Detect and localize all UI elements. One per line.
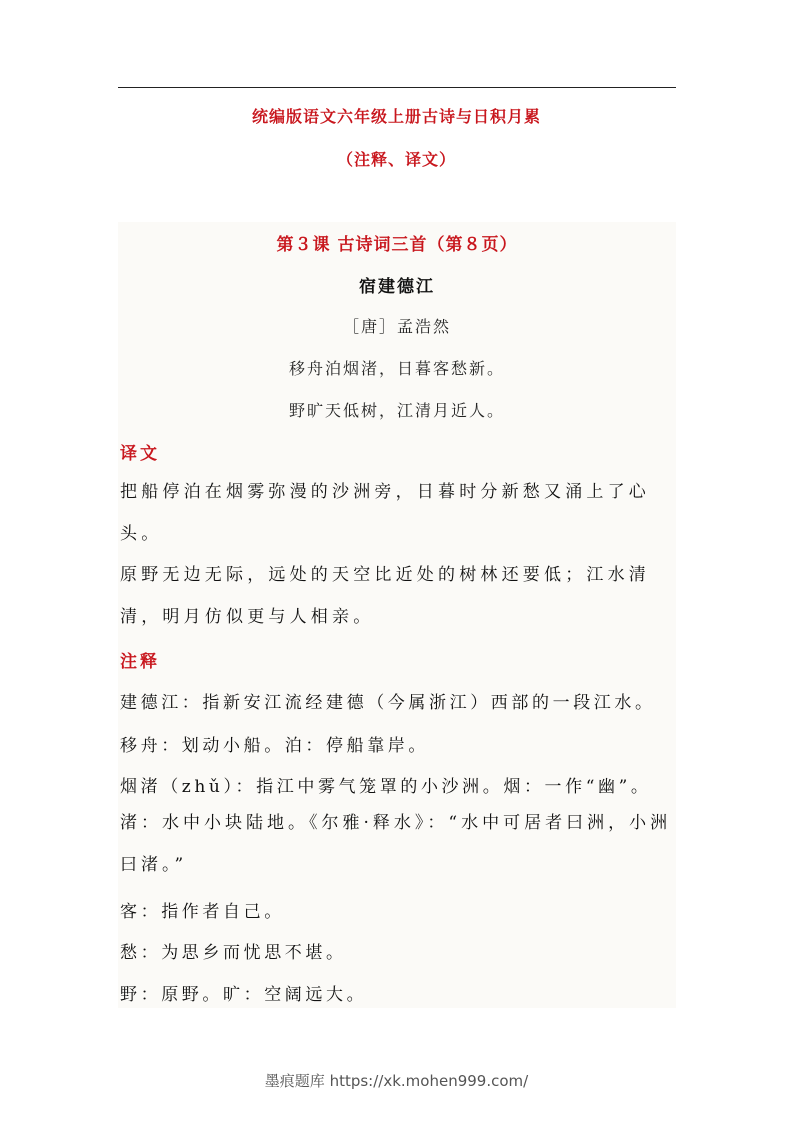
poem-title: 宿建德江: [359, 277, 435, 297]
translation-paragraph-2: 原野无边无际，远处的天空比近处的树林还要低；江水清清，明月仿似更与人相亲。: [120, 565, 650, 627]
document-subtitle: （注释、译文）: [336, 150, 456, 169]
note-item: 移舟：划动小船。泊：停船靠岸。: [120, 736, 429, 756]
poem-line-1: 移舟泊烟渚，日暮客愁新。: [288, 359, 505, 378]
poem-author: ［唐］孟浩然: [342, 317, 451, 336]
notes-heading: 注释: [120, 652, 160, 672]
top-rule: [118, 87, 676, 88]
note-item: 渚：水中小块陆地。《尔雅·释水》：“水中可居者曰洲，小洲曰渚。”: [120, 813, 672, 875]
footer-source: 墨痕题库 https://xk.mohen999.com/: [264, 1072, 529, 1090]
poem-line-2: 野旷天低树，江清月近人。: [288, 401, 505, 420]
note-item: 烟渚（zhǔ）：指江中雾气笼罩的小沙洲。烟：一作“幽”。: [120, 777, 652, 797]
note-item: 愁：为思乡而忧思不堪。: [120, 943, 347, 963]
document-title: 统编版语文六年级上册古诗与日积月累: [251, 107, 541, 126]
translation-heading: 译文: [120, 444, 160, 464]
note-item: 客：指作者自己。: [120, 902, 285, 922]
note-item: 野：原野。旷：空阔远大。: [120, 985, 368, 1005]
note-item: 建德江：指新安江流经建德（今属浙江）西部的一段江水。: [120, 693, 656, 713]
translation-paragraph-1: 把船停泊在烟雾弥漫的沙洲旁，日暮时分新愁又涌上了心头。: [120, 482, 650, 544]
lesson-heading: 第３课 古诗词三首（第８页）: [276, 235, 518, 255]
